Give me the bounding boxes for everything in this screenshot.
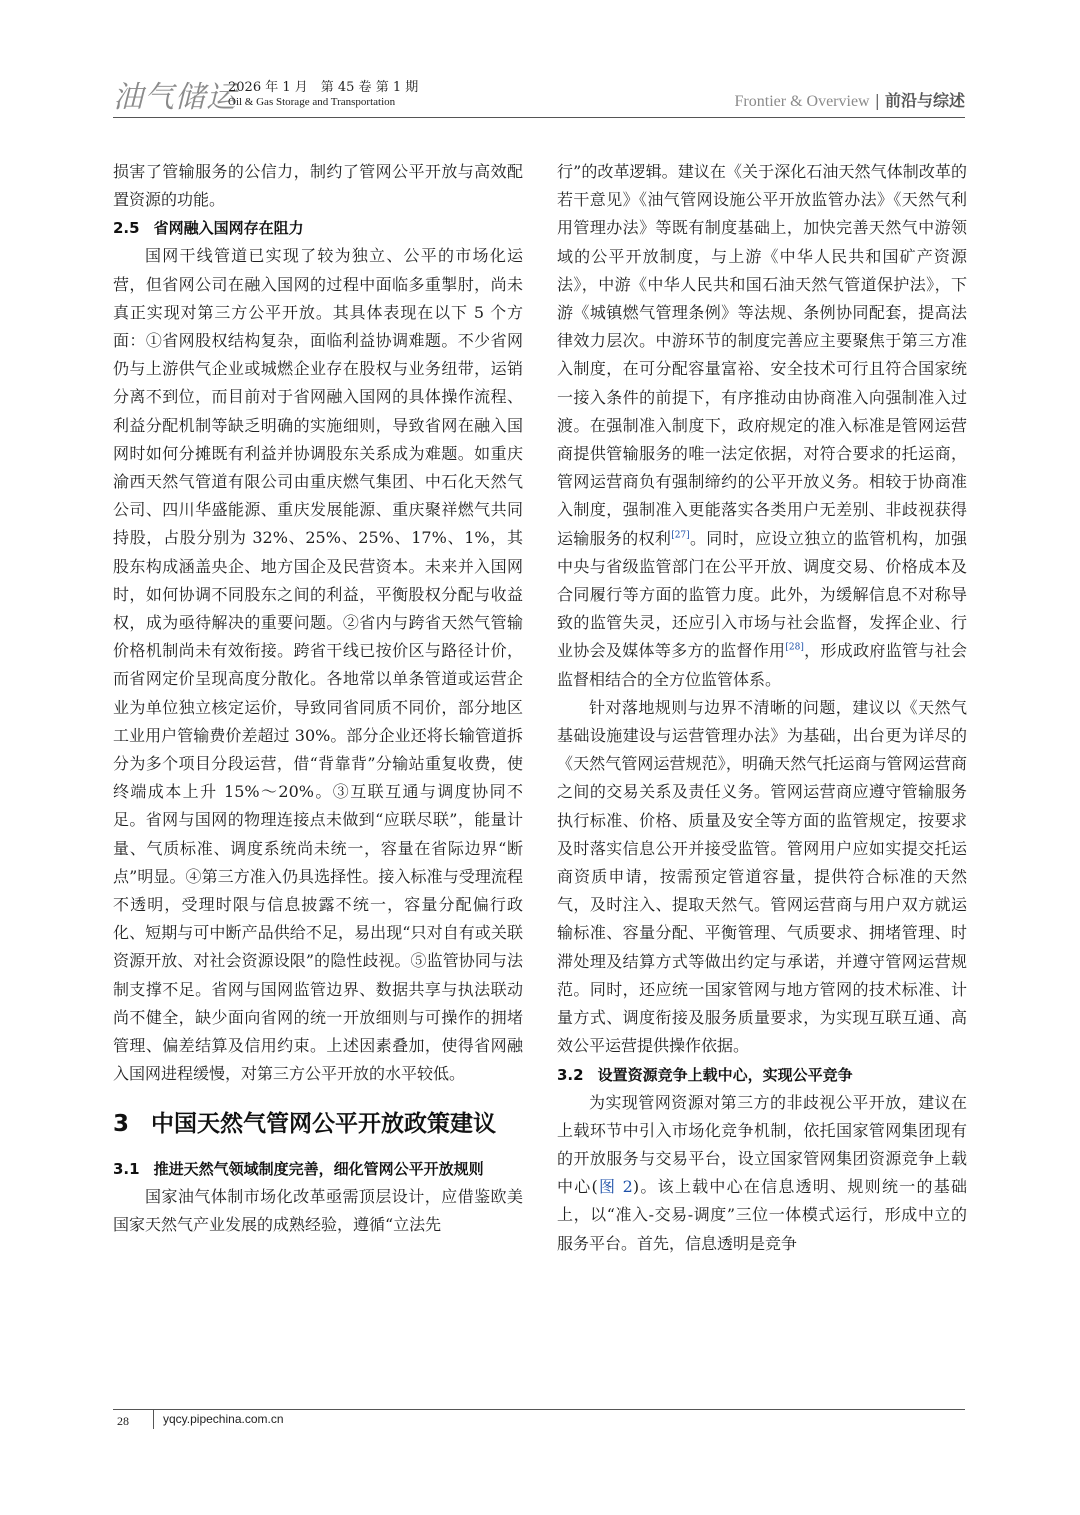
footer-rule — [113, 1409, 965, 1410]
header-rule — [113, 117, 965, 118]
figure-2-link[interactable]: 图 2 — [597, 1177, 633, 1197]
paragraph-operating-rules: 针对落地规则与边界不清晰的问题，建议以《天然气基础设施建设与运营管理办法》为基础，出台更为详尽的《天然气管网运营规范》，明确天然气托运商与管网运营商之间的交易关系及责任义务。管网运营商应遵守管输服务执行标准、价格、质量及安全等方面的监管规定，按要求及时落实信息公开并接受监管。管网用户应如实提交托运商资质申请，按需预定管道容量，提供符合标准的天然气，及时注入、提取天然气。管网运营商与用户双方就运输标准、容量分配、平衡管理、气质要求、拥堵管理、时滞处理及结算方式等做出约定与承诺，并遵守管网运营规范。同时，还应统一国家管网与地方管网的技术标准、计量方式、调度衔接及服务质量要求，为实现互联互通、高效公平运营提供操作依据。 — [557, 697, 967, 1056]
heading-number: 3.1 — [113, 1159, 140, 1178]
section-heading-3 — [113, 1107, 523, 1141]
heading-title: 中国天然气管网公平开放政策建议 — [151, 1110, 497, 1137]
paragraph-legislation — [557, 158, 967, 694]
text-run: )。该上载中心在信息透明、规则统一的基础上，以“准入-交易-调度”三位一体模式运行，形成中立的服务平台。首先，信息透明是竞争 — [557, 1177, 967, 1253]
issue-info: 2026 年 1 月 第 45 卷 第 1 期 — [228, 80, 419, 95]
citation-28[interactable]: [28] — [785, 643, 804, 654]
paragraph-institutional-reform: 国家油气体制市场化改革亟需顶层设计，应借鉴欧美国家天然气产业发展的成熟经验，遵循“立法先 — [113, 1186, 523, 1234]
heading-title: 设置资源竞争上载中心，实现公平竞争 — [597, 1065, 853, 1084]
section-heading-2-5 — [113, 214, 523, 242]
page-number: 28 — [117, 1414, 129, 1428]
paragraph-upload-center — [557, 1089, 967, 1258]
text-run: ，形成政府监管与社会监督相结合的全方位监管体系。 — [557, 641, 967, 689]
section-chinese: 前沿与综述 — [884, 91, 965, 110]
journal-logo: 油气储运 — [113, 80, 237, 115]
paragraph-continuation: 损害了管输服务的公信力，制约了管网公平开放与高效配置资源的功能。 — [113, 162, 523, 210]
text-run: 。同时，应设立独立的监管机构，加强中央与省级监管部门在公平开放、调度交易、价格成本及合同履行等方面的监管力度。此外，为缓解信息不对称导致的监管失灵，还应引入市场与社会监督，发挥企业、行业协会及媒体等多方的监督作用 — [557, 528, 967, 661]
right-column — [557, 158, 967, 1258]
text-run: 为实现管网资源对第三方的非歧视公平开放，建议在上载环节中引入市场化竞争机制，依托国家管网集团现有的开放服务与交易平台，设立国家管网集团资源竞争上载中心( — [557, 1092, 967, 1197]
heading-title: 推进天然气领域制度完善，细化管网公平开放规则 — [153, 1159, 484, 1178]
heading-number: 3 — [113, 1110, 130, 1137]
heading-number: 2.5 — [113, 219, 140, 238]
section-heading-3-1 — [113, 1155, 523, 1183]
section-heading-3-2 — [557, 1061, 967, 1089]
text-run: 行”的改革逻辑。建议在《关于深化石油天然气体制改革的若干意见》《油气管网设施公平开放监管办法》《天然气利用管理办法》等既有制度基础上，加快完善天然气中游领域的公平开放制度，与上游《中华人民共和国矿产资源法》，中游《中华人民共和国石油天然气管道保护法》，下游《城镇燃气管理条例》等法规、条例协同配套，提高法律效力层次。中游环节的制度完善应主要聚焦于第三方准入制度，在可分配容量富裕、安全技术可行且符合国家统一接入条件的前提下，有序推动由协商准入向强制准入过渡。在强制准入制度下，政府规定的准入标准是管网运营商提供管输服务的唯一法定依据，对符合要求的托运商，管网运营商负有强制缔约的公平开放义务。相较于协商准入制度，强制准入更能落实各类用户无差别、非歧视获得运输服务的权利 — [557, 162, 967, 548]
paragraph-provincial-network: 国网干线管道已实现了较为独立、公平的市场化运营，但省网公司在融入国网的过程中面临多重掣肘，尚未真正实现对第三方公平开放。其具体表现在以下 5 个方面：①省网股权结构复杂，面临利益协调难题。不少省网仍与上游供气企业或城燃企业存在股权与业务纽带，运销分离不到位，而目前对于省网融入国网的具体操作流程、利益分配机制等缺乏明确的实施细则，导致省网在融入国网时如何分摊既有利益并协调股东关系成为难题。如重庆渝西天然气管道有限公司由重庆燃气集团、中石化天然气公司、四川华盛能源、重庆发展能源、重庆聚祥燃气共同持股，占股分别为 32%、25%、25%、17%、1%，其股东构成涵盖央企、地方国企及民营资本。未来并入国网时，如何协调不同股东之间的利益，平衡股权分配与收益权，成为亟待解决的重要问题。②省内与跨省天然气管输价格机制尚未有效衔接。跨省干线已按价区与路径计价，而省网定价呈现高度分散化。各地常以单条管道或运营企业为单位独立核定运价，导致同省同质不同价，部分地区工业用户管输费价差超过 30%。部分企业还将长输管道拆分为多个项目分段运营，借“背靠背”分输站重复收费，使终端成本上升 15%～20%。③互联互通与调度协同不足。省网与国网的物理连接点未做到“应联尽联”，能量计量、气质标准、调度系统尚未统一，容量在省际边界“断点”明显。④第三方准入仍具选择性。接入标准与受理流程不透明，受理时限与信息披露不统一，容量分配偏行政化、短期与可中断产品供给不足，易出现“只对自有或关联资源开放、对社会资源设限”的隐性歧视。⑤监管协同与法制支撑不足。省网与国网监管边界、数据共享与执法联动尚不健全，缺少面向省网的统一开放细则与可操作的拥堵管理、偏差结算及信用约束。上述因素叠加，使得省网融入国网进程缓慢，对第三方公平开放的水平较低。 — [113, 246, 523, 1084]
journal-website[interactable]: yqcy.pipechina.com.cn — [163, 1412, 284, 1426]
journal-english-title: Oil & Gas Storage and Transportation — [228, 96, 396, 108]
section-label — [735, 88, 965, 111]
section-english: Frontier & Overview — [734, 93, 870, 110]
heading-number: 3.2 — [557, 1065, 584, 1084]
left-column — [113, 158, 523, 1239]
heading-title: 省网融入国网存在阻力 — [153, 219, 304, 238]
citation-27[interactable]: [27] — [671, 530, 690, 541]
section-separator: | — [874, 91, 880, 110]
page-header — [113, 66, 965, 120]
footer-divider — [153, 1409, 154, 1429]
